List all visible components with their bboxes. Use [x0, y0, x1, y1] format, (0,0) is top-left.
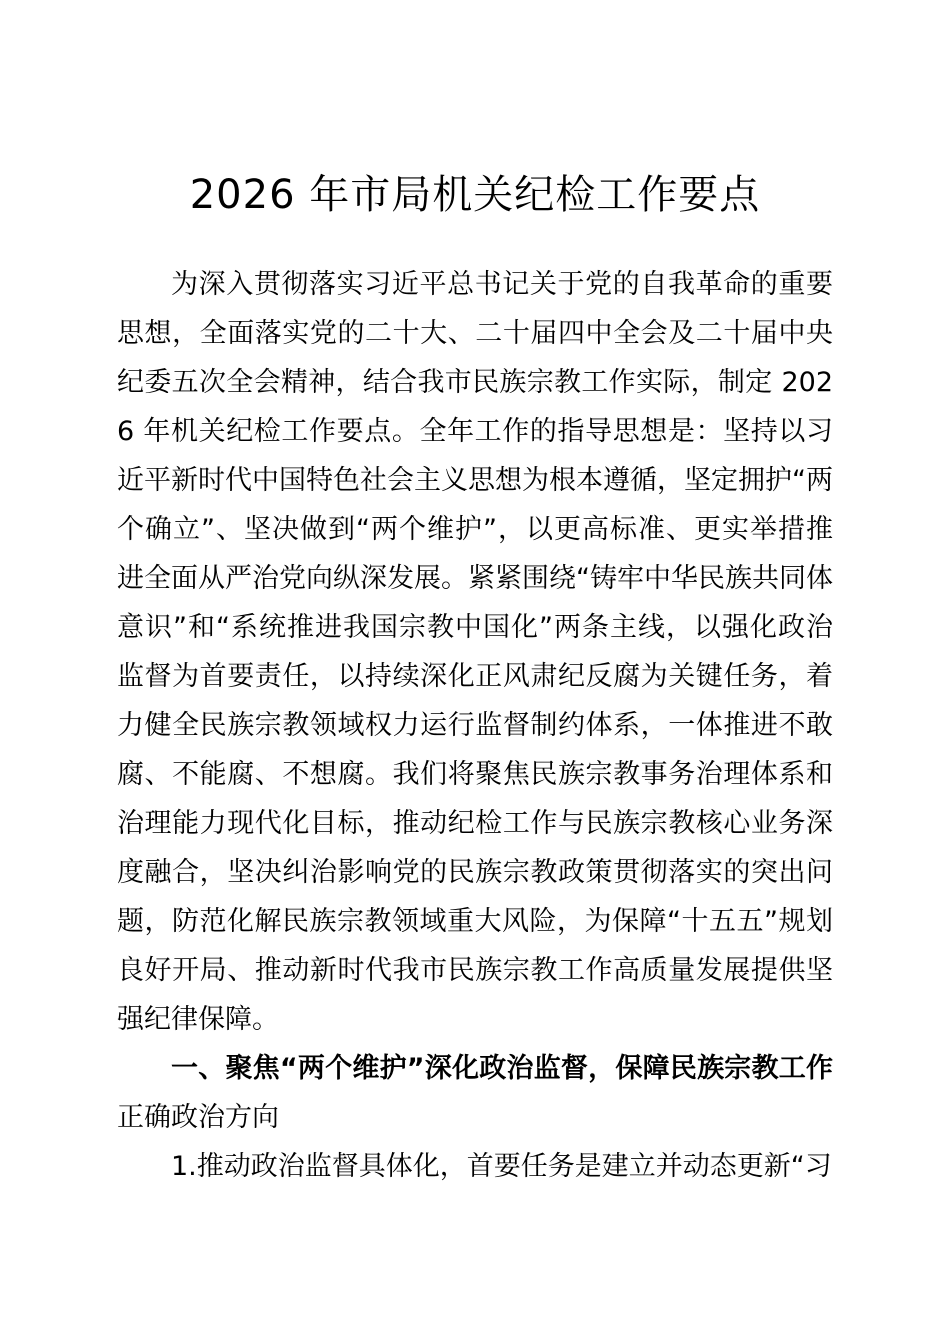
- section-heading-1: [117, 1044, 833, 1142]
- body-text: 为深入贯彻落实习近平总书记关于党的自我革命的重要思想，全面落实党的二十大、二十届四中全会及二十届中央纪委五次全会精神，结合我市民族宗教工作实际，制定 2026 年机关纪检工作要点。全年工作的指导思想是：坚持以习近平新时代中国特色社会主义思想为根本遵循，坚定拥护“两个确立”、坚决做到“两个维护”，以更高标准、更实举措推进全面从严治党向纵深发展。紧紧围绕“铸牢中华民族共同体意识”和“系统推进我国宗教中国化”两条主线，以强化政治监督为首要责任，以持续深化正风肃纪反腐为关键任务，着力健全民族宗教领域权力运行监督制约体系，一体推进不敢腐、不能腐、不想腐。我们将聚焦民族宗教事务治理体系和治理能力现代化目标，推动纪检工作与民族宗教核心业务深度融合，坚决纠治影响党的民族宗教政策贯彻落实的突出问题，防范化解民族宗教领域重大风险，为保障“十五五”规划良好开局、推动新时代我市民族宗教工作高质量发展提供坚强纪律保障。: [117, 269, 833, 1035]
- heading-text: 一、聚焦“两个维护”深化政治监督，保障民族宗教工作: [171, 1053, 833, 1084]
- document-body: [117, 260, 833, 1191]
- intro-paragraph: [117, 260, 833, 1044]
- body-text: 正确政治方向: [117, 1102, 279, 1133]
- document-title: 2026 年市局机关纪检工作要点: [189, 172, 761, 218]
- body-text: 1.推动政治监督具体化，首要任务是建立并动态更新“习: [171, 1151, 832, 1182]
- item-1-paragraph: [117, 1142, 833, 1191]
